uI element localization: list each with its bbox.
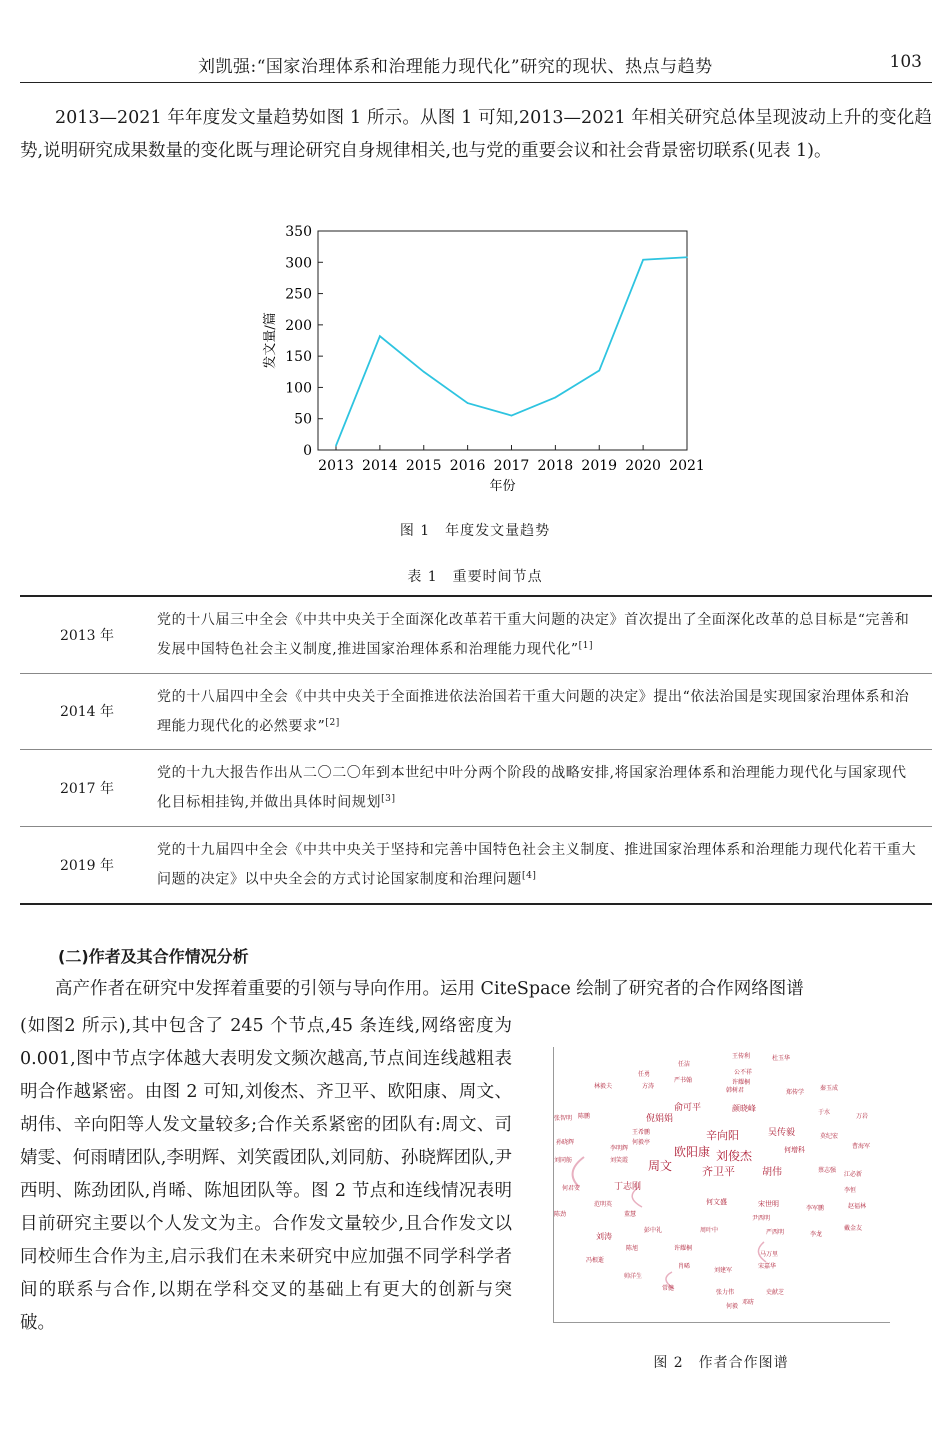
x-tick-label: 2019 (581, 458, 618, 474)
plot-frame (318, 231, 687, 450)
x-axis-label: 年份 (489, 479, 516, 494)
y-tick-label: 300 (285, 255, 312, 272)
network-node: 戴金友 (844, 1225, 863, 1232)
network-node: 郑传学 (786, 1089, 805, 1096)
network-node: 辛向阳 (706, 1129, 739, 1142)
x-tick-label: 2020 (625, 458, 661, 474)
network-node: 张力伟 (716, 1289, 735, 1296)
y-tick-label: 150 (285, 349, 312, 366)
network-node: 蔡志强 (818, 1167, 837, 1174)
network-node: 吴传毅 (768, 1128, 796, 1138)
network-node: 王传利 (732, 1053, 751, 1060)
network-node: 杜玉华 (772, 1055, 791, 1062)
network-node: 曹海军 (852, 1143, 871, 1150)
network-node: 范明英 (594, 1201, 613, 1208)
running-header (20, 52, 932, 82)
page-number: 103 (889, 52, 922, 72)
network-node: 刘建军 (714, 1267, 733, 1274)
table-row (20, 596, 932, 673)
network-node: 邓昉 (742, 1299, 755, 1306)
network-node: 常健 (662, 1285, 675, 1292)
network-node: 刘俊杰 (716, 1149, 753, 1163)
network-node: 李龙 (810, 1231, 823, 1238)
network-node: 莫纪宏 (820, 1133, 839, 1140)
y-tick-label: 250 (285, 286, 312, 303)
network-node: 宋世明 (758, 1200, 779, 1208)
network-node: 陈鹏 (578, 1113, 591, 1120)
network-node: 林毅夫 (594, 1083, 613, 1090)
y-tick-label: 200 (285, 317, 312, 334)
figure-2-author-network (553, 1047, 890, 1323)
network-node: 严西明 (766, 1229, 785, 1236)
network-node: 张智明 (554, 1115, 573, 1122)
intro-paragraph: 2013—2021 年年度发文量趋势如图 1 所示。从图 1 可知,2013—2021 年相关研究总体呈现波动上升的变化趋势,说明研究成果数量的变化既与理论研究自身规律相关,也与党的重要会议和社会背景密切联系(见表 1)。 (20, 108, 932, 161)
data-point (686, 256, 688, 258)
x-tick-label: 2018 (537, 458, 574, 474)
data-point (379, 335, 381, 337)
network-node: 何文盛 (706, 1198, 727, 1206)
x-tick-label: 2013 (318, 458, 354, 474)
network-node: 陈旭 (626, 1245, 639, 1252)
x-tick-label: 2017 (493, 458, 530, 474)
network-node: 王希鹏 (632, 1129, 651, 1136)
paragraph-2-first-line: 高产作者在研究中发挥着重要的引领与导向作用。运用 CiteSpace 绘制了研究者的合作网络图谱 (55, 979, 804, 999)
network-node: 帅洋生 (624, 1273, 643, 1280)
network-node: 宋嘉华 (758, 1263, 777, 1270)
network-node: 何增科 (784, 1146, 805, 1154)
network-node: 万岩 (856, 1113, 869, 1120)
table-1-important-nodes (20, 595, 932, 905)
table-row (20, 673, 932, 750)
table-row (20, 750, 932, 827)
table-year: 2017 年 (20, 750, 147, 827)
network-node: 周文 (648, 1159, 673, 1173)
data-point (423, 371, 425, 373)
x-tick-label: 2015 (405, 458, 442, 474)
network-node: 刘笑霞 (610, 1157, 629, 1164)
network-node: 刘同舫 (554, 1157, 573, 1164)
figure-1-line-chart (250, 222, 705, 497)
table-desc: 党的十九大报告作出从二〇二〇年到本世纪中叶分两个阶段的战略安排,将国家治理体系和治理能力现代化与国家现代化目标相挂钩,并做出具体时间规划[3] (147, 750, 932, 827)
y-axis-label: 发文量/篇 (263, 312, 278, 369)
data-point (467, 402, 469, 404)
network-node: 肖晞 (678, 1263, 691, 1270)
network-node: 冯根逝 (586, 1257, 605, 1264)
network-node: 何毅 (726, 1303, 739, 1310)
network-node: 齐卫平 (702, 1165, 735, 1178)
x-tick-label: 2016 (449, 458, 486, 474)
figure-2-caption: 图 2 作者合作图谱 (653, 1355, 789, 1371)
network-node: 刘涛 (596, 1232, 612, 1241)
series-line (336, 257, 687, 445)
network-node: 倪娟娟 (646, 1114, 674, 1124)
table-desc: 党的十八届四中全会《中共中央关于全面推进依法治国若干重大问题的决定》提出“依法治国是实现国家治理体系和治理能力现代化的必然要求”[2] (147, 673, 932, 750)
data-point (335, 445, 337, 447)
network-node: 许耀桐 (732, 1079, 751, 1086)
network-node: 公不祥 (734, 1069, 753, 1076)
network-node: 赵福林 (848, 1203, 867, 1210)
table-year: 2019 年 (20, 826, 147, 903)
network-node: 江必新 (844, 1171, 863, 1178)
network-node: 周叶中 (700, 1227, 719, 1234)
header-rule (20, 82, 932, 83)
network-node: 陈劲 (554, 1211, 567, 1218)
network-node: 何君安 (562, 1185, 581, 1192)
network-node: 俞可平 (674, 1103, 702, 1113)
network-node: 马万里 (760, 1251, 779, 1258)
network-node: 尹西明 (752, 1215, 771, 1222)
y-tick-label: 0 (303, 443, 312, 459)
y-tick-label: 100 (285, 380, 312, 397)
network-node: 孙晓辉 (556, 1139, 575, 1146)
data-point (511, 415, 513, 417)
network-node: 胡伟 (762, 1167, 782, 1178)
table-1-caption: 表 1 重要时间节点 (407, 569, 543, 585)
network-node: 秦玉成 (820, 1085, 839, 1092)
table-desc: 党的十九届四中全会《中共中央关于坚持和完善中国特色社会主义制度、推进国家治理体系和治理能力现代化若干重大问题的决定》以中央全会的方式讨论国家制度和治理问题[4] (147, 826, 932, 903)
network-node: 何毅亭 (632, 1139, 651, 1146)
figure-1-caption: 图 1 年度发文量趋势 (399, 523, 551, 539)
network-node: 于水 (818, 1109, 831, 1116)
network-node: 李恒 (844, 1187, 857, 1194)
x-tick-label: 2014 (362, 458, 398, 474)
section-heading: (二)作者及其合作情况分析 (58, 947, 249, 966)
table-year: 2013 年 (20, 596, 147, 673)
network-node: 欧阳康 (674, 1145, 711, 1159)
network-node: 史献芝 (766, 1289, 785, 1296)
paragraph-2-body: (如图2 所示),其中包含了 245 个节点,45 条连线,网络密度为 0.001,图中节点字体越大表明发文频次越高,节点间连线越粗表明合作越紧密。由图 2 可知,刘俊杰、齐卫平、欧阳康、周文、胡伟、辛向阳等人发文量较多;合作关系紧密的团队有:周文、司婧雯、何雨晴团队,李明辉、刘笑霞团队,刘同舫、孙晓辉团队,尹西明、陈劲团队,肖晞、陈旭团队等。图 2 节点和连线情况表明目前研究主要以个人发文为主。合作发文量较少,且合作发文以同校师生合作为主,启示我们在未来研究中应加强不同学科学者间的联系与合作,以期在学科交叉的基础上有更大的创新与突破。 (20, 1016, 512, 1333)
network-node: 彭中礼 (644, 1227, 663, 1234)
data-point (555, 397, 557, 399)
data-point (598, 370, 600, 372)
network-node: 李军鹏 (806, 1205, 825, 1212)
network-node: 李明辉 (610, 1145, 629, 1152)
header-title: 刘凯强:“国家治理体系和治理能力现代化”研究的现状、热点与趋势 (198, 57, 713, 77)
network-node: 严书翰 (674, 1077, 693, 1084)
network-node: 董慧 (624, 1211, 637, 1218)
network-node: 许耀桐 (674, 1245, 693, 1252)
data-point (642, 259, 644, 261)
y-tick-label: 50 (294, 411, 312, 428)
x-tick-label: 2021 (669, 458, 705, 474)
table-year: 2014 年 (20, 673, 147, 750)
network-node: 方涛 (642, 1083, 655, 1090)
network-node: 任洁 (678, 1061, 691, 1068)
network-node: 任勇 (638, 1071, 651, 1078)
table-row (20, 826, 932, 903)
network-node: 丁志刚 (614, 1182, 642, 1192)
network-node: 颜晓峰 (732, 1104, 756, 1113)
table-desc: 党的十八届三中全会《中共中央关于全面深化改革若干重大问题的决定》首次提出了全面深化改革的总目标是“完善和发展中国特色社会主义制度,推进国家治理体系和治理能力现代化”[1] (147, 596, 932, 673)
y-tick-label: 350 (285, 224, 312, 240)
network-node: 韩树君 (726, 1087, 745, 1094)
